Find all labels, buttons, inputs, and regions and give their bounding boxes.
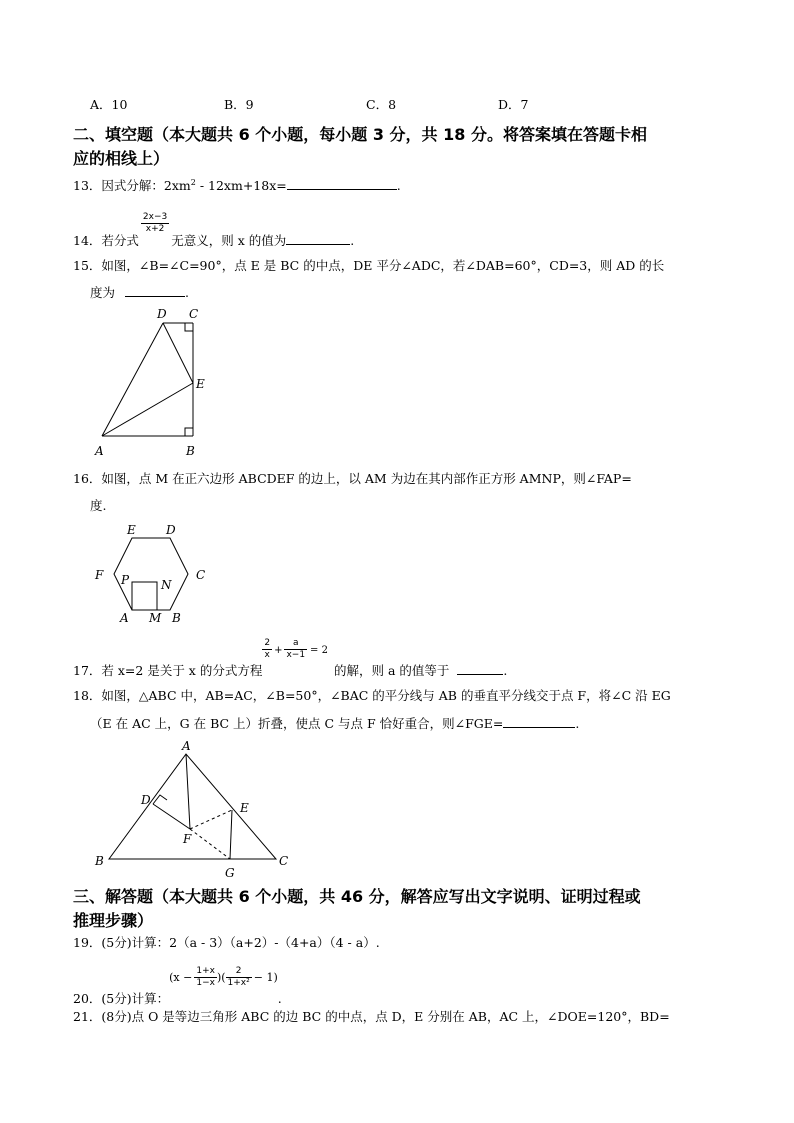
q18-label-e: E [240, 801, 249, 815]
q16-label-e: E [127, 523, 136, 537]
q14-frac-den: x+2 [145, 224, 165, 234]
q14-end: . [350, 233, 355, 248]
q15-segment-ae [102, 383, 193, 436]
choice-c: C．8 [366, 97, 397, 112]
choice-b: B．9 [224, 97, 254, 112]
q16-square-amnp [132, 582, 157, 610]
question-19: 19．(5分)计算：2（a - 3）（a+2）-（4+a）（4 - a）. [73, 935, 380, 950]
q15-right-angle-c [185, 323, 193, 331]
q17-fraction-2 [284, 638, 307, 661]
q20-f1-num: 1+x [196, 966, 215, 976]
q16-figure [90, 518, 220, 628]
q18-line2-text: （E 在 AC 上，G 在 BC 上）折叠，使点 C 与点 F 恰好重合，则∠FGE= [90, 716, 504, 731]
choice-a: A．10 [90, 97, 128, 112]
q20-f2-den: 1+x² [227, 978, 250, 988]
question-14 [73, 208, 355, 248]
section2-heading-line1: 二、填空题（本大题共 6 个小题，每小题 3 分，共 18 分。将答案填在答题卡相 [73, 125, 647, 144]
q13-answer-blank[interactable] [287, 177, 397, 190]
q16-label-p: P [121, 573, 130, 587]
q20-prefix: 20．(5分)计算： [73, 991, 170, 1006]
q15-label-c: C [189, 307, 199, 321]
q15-answer-blank[interactable] [125, 284, 185, 297]
q20-close: − 1) [253, 971, 278, 984]
q18-fold-eg [230, 810, 232, 859]
q13-end: . [396, 178, 401, 194]
q18-label-d: D [141, 793, 151, 807]
q13-prefix: 13．因式分解：2xm [73, 178, 191, 194]
q15-line2 [90, 284, 189, 301]
q14-rest: 无意义，则 x 的值为 [171, 233, 287, 248]
q16-label-f: F [95, 568, 104, 582]
q20-mid: )( [216, 971, 226, 984]
q18-label-a: A [182, 739, 191, 753]
q17-plus: + [274, 645, 283, 656]
q13-rest: - 12xm+18x= [195, 178, 287, 194]
q16-label-b: B [172, 611, 181, 625]
q17-f1-den: x [264, 650, 270, 660]
q20-f2-num: 2 [226, 966, 252, 978]
q15-label-d: D [157, 307, 167, 321]
q18-end: . [575, 716, 580, 731]
q18-label-b: B [95, 854, 104, 868]
q18-answer-blank[interactable] [503, 715, 575, 728]
q16-label-n: N [161, 578, 172, 592]
q16-label-d: D [166, 523, 176, 537]
q17-prefix: 17．若 x=2 是关于 x 的分式方程 [73, 663, 263, 678]
q15-side-da [102, 323, 163, 436]
q15-label-a: A [95, 444, 104, 458]
q17-f2-num: a [284, 638, 307, 650]
q18-line1: 18．如图，△ABC 中，AB=AC，∠B=50°，∠BAC 的平分线与 AB 的垂直平分线交于点 F，将∠C 沿 EG [73, 688, 671, 703]
q15-label-e: E [196, 377, 205, 391]
q15-right-angle-b [185, 428, 193, 436]
q18-line2 [90, 715, 579, 732]
q13-sup: 2 [190, 178, 196, 187]
q18-label-c: C [279, 854, 289, 868]
q18-label-f: F [183, 832, 192, 846]
q18-dashed-fg [190, 829, 230, 859]
question-21: 21．(8分)点 O 是等边三角形 ABC 的边 BC 的中点，点 D，E 分别在 AB，AC 上，∠DOE=120°，BD= [73, 1009, 670, 1024]
q17-f1-num: 2 [264, 638, 271, 648]
choice-d: D．7 [498, 97, 529, 112]
question-17 [73, 636, 507, 676]
q20-end: . [277, 991, 282, 1006]
section3-heading-line1: 三、解答题（本大题共 6 个小题，共 46 分，解答应写出文字说明、证明过程或 [73, 887, 641, 906]
q15-end: . [185, 285, 189, 300]
q15-figure [90, 303, 220, 463]
q16-label-a: A [120, 611, 129, 625]
q18-triangle-abc [109, 754, 276, 859]
q18-label-g: G [225, 866, 235, 879]
q20-fraction-1 [194, 966, 217, 989]
q20-open: (x − [169, 971, 193, 984]
q17-fraction-1 [262, 638, 272, 661]
q16-line1: 16．如图，点 M 在正六边形 ABCDEF 的边上，以 AM 为边在其内部作正方形 AMNP，则∠FAP= [73, 471, 632, 486]
q15-line2-text: 度为 [90, 285, 116, 300]
q17-eq: = 2 [310, 645, 328, 656]
q18-dashed-fe [190, 810, 232, 829]
q15-segment-de [163, 323, 193, 383]
q17-rest: 的解，则 a 的值等于 [333, 663, 450, 678]
q15-label-b: B [186, 444, 195, 458]
section3-heading-line2: 推理步骤） [73, 911, 154, 930]
q15-line1: 15．如图，∠B=∠C=90°，点 E 是 BC 的中点，DE 平分∠ADC，若∠DAB=60°，CD=3，则 AD 的长 [73, 258, 665, 273]
q16-label-m: M [149, 611, 162, 625]
q16-label-c: C [196, 568, 206, 582]
q20-f1-den: 1−x [196, 978, 215, 988]
section2-heading-line2: 应的相线上） [73, 149, 170, 168]
question-13 [73, 175, 401, 194]
q18-segment-af [186, 754, 190, 829]
q17-f2-den: x−1 [286, 650, 306, 660]
q18-figure [90, 737, 300, 879]
q14-fraction [141, 212, 169, 235]
q14-frac-num: 2x−3 [142, 212, 168, 222]
q14-prefix: 14．若分式 [73, 233, 139, 248]
q14-answer-blank[interactable] [286, 232, 350, 245]
q17-end: . [503, 663, 508, 678]
q16-line2: 度. [90, 498, 107, 513]
q18-segment-df [153, 804, 190, 829]
q20-fraction-2 [226, 966, 252, 989]
q17-answer-blank[interactable] [457, 662, 503, 675]
question-20 [73, 962, 282, 1006]
